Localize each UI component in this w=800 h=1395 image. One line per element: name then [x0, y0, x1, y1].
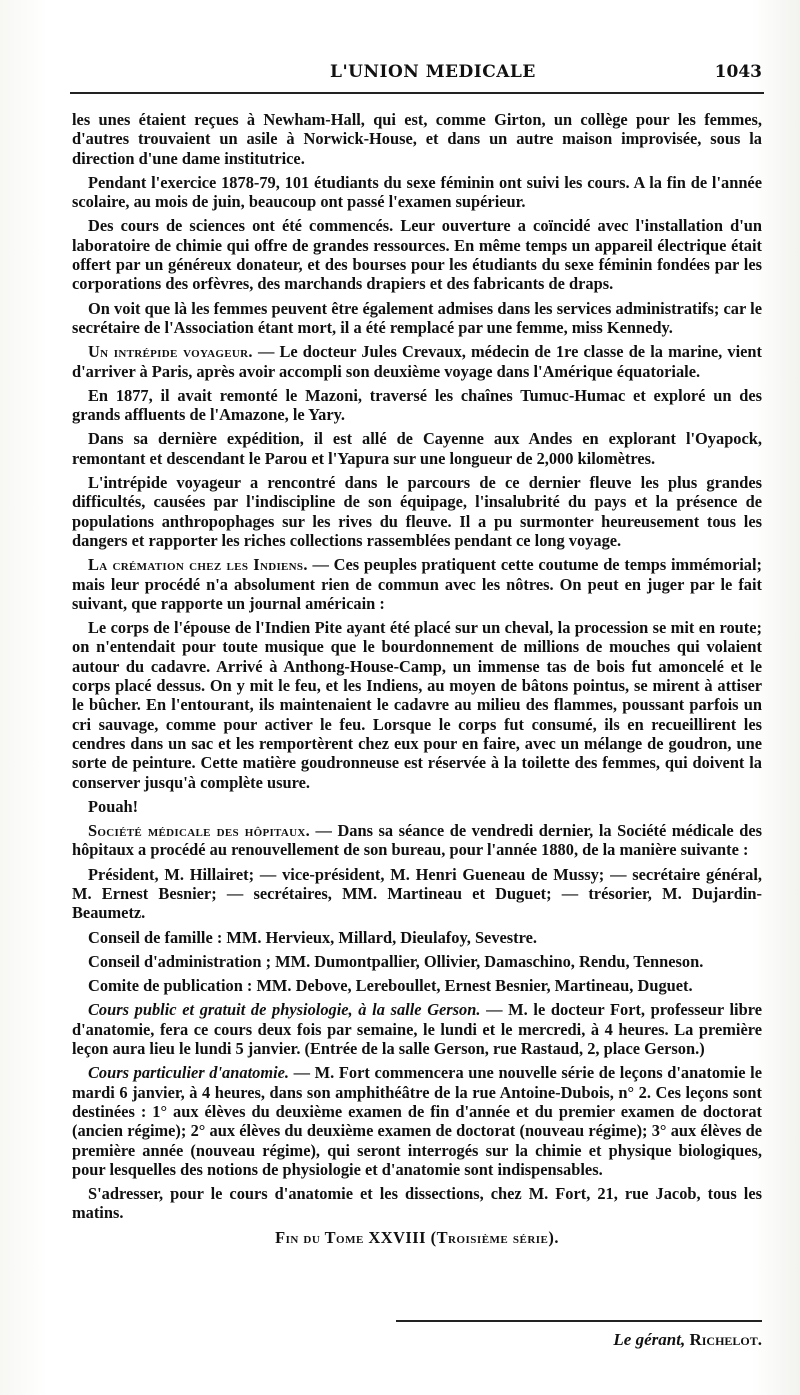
- paragraph: [72, 386, 762, 425]
- paragraph-text: — Dans sa séance de vendredi dernier, la Société médicale des hôpitaux a procédé au renouvellement de son bureau, pour l'année 1880, de la manière suivante :: [72, 821, 762, 860]
- paragraph-text: Pendant l'exercice 1878-79, 101 étudiants du sexe féminin ont suivi les cours. A la fin de l'année scolaire, au mois de juin, beaucoup ont passé l'examen supérieur.: [72, 172, 762, 212]
- running-header: L'UNION MEDICALE: [330, 62, 536, 82]
- paragraph: [72, 299, 762, 338]
- paragraph-text: Dans sa dernière expédition, il est allé de Cayenne aux Andes en explorant l'Oyapock, remontant et descendant le Parou et l'Yapura sur une longueur de 2,000 kilomètres.: [72, 429, 762, 468]
- paragraph: [72, 342, 762, 381]
- paragraph: [72, 473, 762, 550]
- paragraph: [72, 1063, 762, 1179]
- paragraph-text: S'adresser, pour le cours d'anatomie et les dissections, chez M. Fort, 21, rue Jacob, tous les matins.: [72, 1184, 762, 1223]
- article-body: [72, 110, 762, 1252]
- rubric-heading: Un intrépide voyageur.: [88, 342, 253, 362]
- paragraph-text: On voit que là les femmes peuvent être également admises dans les services administratifs; car le secrétaire de l'Association étant mort, il a été remplacé par une femme, miss Kennedy.: [72, 298, 762, 337]
- italic-heading: Cours particulier d'anatomie.: [88, 1063, 289, 1083]
- volume-end-note: Fin du Tome XXVIII (Troisième série).: [275, 1227, 559, 1247]
- signature-rule: [396, 1320, 762, 1322]
- signature-label: Le gérant,: [613, 1330, 686, 1349]
- header-rule: [70, 92, 764, 94]
- signature-name: Richelot.: [689, 1330, 762, 1349]
- paragraph-text: les unes étaient reçues à Newham-Hall, qui est, comme Girton, un collège pour les femmes, d'autres trouvaient un asile à Norwick-House, et dans un autre maison improvisée, sous la direction d'une dame institutrice.: [72, 110, 762, 168]
- paragraph-text: L'intrépide voyageur a rencontré dans le parcours de ce dernier fleuve les plus grandes difficultés, causées par l'indiscipline de son équipage, l'insalubrité du pays et la présence de populations anthropophages sur les rives du fleuve. Il a pu surmonter heureusement tous les dangers et rapporter les riches collections rassemblées pendant ce long voyage.: [72, 473, 762, 550]
- paragraph-text: Conseil d'administration ; MM. Dumontpallier, Ollivier, Damaschino, Rendu, Tenneson.: [88, 951, 704, 971]
- paragraph: [72, 110, 762, 168]
- italic-heading: Cours public et gratuit de physiologie, à la salle Gerson.: [88, 1000, 481, 1020]
- signature: [613, 1330, 762, 1350]
- paragraph-text: — M. le docteur Fort, professeur libre d'anatomie, fera ce cours deux fois par semaine, le lundi et le mercredi, à 4 heures. La première leçon aura lieu le lundi 5 janvier. (Entrée de la salle Gerson, rue Rastaud, 2, place Gerson.): [72, 1000, 762, 1059]
- paragraph: [72, 1184, 762, 1223]
- paragraph: [72, 216, 762, 293]
- paragraph-text: Président, M. Hillairet; — vice-président, M. Henri Gueneau de Mussy; — secrétaire général, M. Ernest Besnier; — secrétaires, MM. Martineau et Duguet; — trésorier, M. Dujardin-Beaumetz.: [72, 864, 762, 923]
- paragraph: [72, 429, 762, 468]
- rubric-heading: La crémation chez les Indiens.: [88, 555, 308, 575]
- paragraph: [72, 618, 762, 792]
- paragraph-text: — Le docteur Jules Crevaux, médecin de 1re classe de la marine, vient d'arriver à Paris, après avoir accompli son deuxième voyage dans l'Amérique équatoriale.: [72, 342, 762, 381]
- paragraph: [72, 797, 762, 816]
- paragraph-text: Comite de publication : MM. Debove, Lereboullet, Ernest Besnier, Martineau, Duguet.: [88, 976, 693, 996]
- paragraph-text: Des cours de sciences ont été commencés. Leur ouverture a coïncidé avec l'installation d'un laboratoire de chimie qui offre de grandes ressources. En même temps un appareil électrique était offert par un généreux donateur, et des bourses pour les étudiants du sexe féminin fondées par les corporations des orfèvres, des marchands drapiers et des fabricants de draps.: [72, 216, 762, 294]
- page-number: 1043: [714, 62, 762, 82]
- paragraph-text: Pouah!: [88, 796, 139, 816]
- paragraph: [72, 821, 762, 860]
- paragraph-text: En 1877, il avait remonté le Mazoni, traversé les chaînes Tumuc-Humac et exploré un des grands affluents de l'Amazone, le Yary.: [72, 385, 762, 425]
- paragraph-text: — M. Fort commencera une nouvelle série de leçons d'anatomie le mardi 6 janvier, à 4 heures, dans son amphithéâtre de la rue Antoine-Dubois, n° 2. Ces leçons sont destinées : 1° aux élèves du deuxième examen de fin d'année et du premier examen de doctorat (ancien régime); 2° aux élèves du deuxième examen de doctorat (nouveau régime); 3° aux élèves de première année (nouveau régime), qui seront interrogés sur la chimie et physique biologiques, pour lesquelles des notions de physiologie et d'anatomie sont indispensables.: [72, 1063, 763, 1179]
- paragraph: [72, 976, 762, 995]
- paragraph-text: Conseil de famille : MM. Hervieux, Millard, Dieulafoy, Sevestre.: [88, 927, 537, 947]
- paragraph: [72, 928, 762, 947]
- paragraph: [72, 1000, 762, 1058]
- paragraph-text: — Ces peuples pratiquent cette coutume de temps immémorial; mais leur procédé n'a absolument rien de commun avec les nôtres. On peut en juger par le fait suivant, que rapporte un journal américain :: [72, 555, 762, 613]
- paragraph: [72, 173, 762, 212]
- paragraph: [72, 555, 762, 613]
- rubric-heading: Société médicale des hôpitaux.: [88, 821, 310, 841]
- paragraph-text: Le corps de l'épouse de l'Indien Pite ayant été placé sur un cheval, la procession se mit en route; on n'entendait pour toute musique que le bourdonnement de millions de mouches qui volaient autour du cadavre. Arrivé à Anthong-House-Camp, un immense tas de bois fut amoncelé et le corps placé dessus. On y mit le feu, et les Indiens, au moyen de bâtons pointus, se mirent à attiser le bûcher. En l'entourant, ils maintenaient le cadavre au milieu des flammes, poussant parfois un cri sauvage, comme pour activer le feu. Lorsque le corps fut consumé, ils en recueillirent les cendres dans un sac et les remportèrent chez eux pour en faire, avec un mélange de goudron, une sorte de peinture. Cette matière goudronneuse est réservée à la toilette des femmes, qui doivent la conserver jusqu'à complète usure.: [72, 618, 762, 792]
- paragraph: [72, 865, 762, 923]
- paragraph: [72, 952, 762, 971]
